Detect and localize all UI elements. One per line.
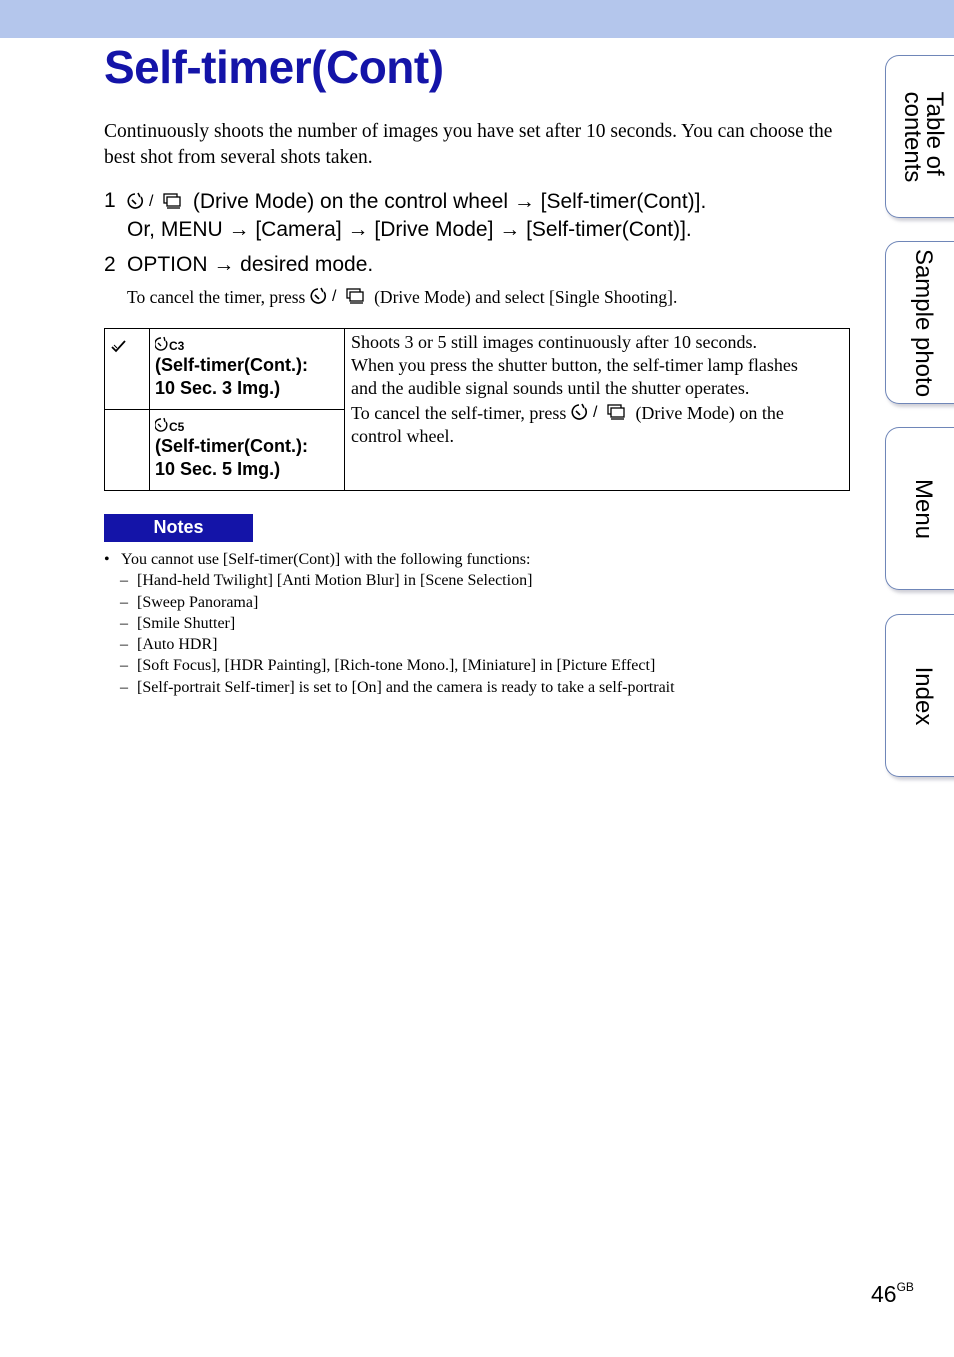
mode-label-line-2: 10 Sec. 5 Img.) [155,459,281,479]
step-2-line-1: OPTION → desired mode. [127,253,374,276]
cancel-line-2: control wheel. [351,426,454,446]
table-row [105,329,850,410]
step-1 [104,189,844,249]
step-1-line-2: Or, MENU → [Camera] → [Drive Mode] → [Self-timer(Cont)]. [127,218,692,241]
tab-label: Sample photo [910,248,937,397]
cancel-post: (Drive Mode) on the [635,403,784,423]
list-item: – [Hand-held Twilight] [Anti Motion Blur] in [Scene Selection] [120,572,533,590]
step-2 [104,253,844,281]
step-1-text: (Drive Mode) on the control wheel → [Self-timer(Cont)]. [192,190,707,213]
mode-cell [150,410,345,491]
tab-sample-photo[interactable] [885,241,954,404]
mode-label-line-1: (Self-timer(Cont.): [155,436,308,456]
mode-cell [150,329,345,410]
header-band [0,0,954,38]
notes-intro: • You cannot use [Self-timer(Cont)] with the following functions: [104,551,531,568]
tab-menu[interactable] [885,427,954,590]
svg-text:/: / [592,404,598,421]
mode-label-line-1: (Self-timer(Cont.): [155,355,308,375]
options-table [104,328,850,491]
self-timer-drive-icon [310,284,370,306]
self-timer-c3-icon [155,335,340,353]
step-2-note-pre: To cancel the timer, press [127,287,306,307]
list-item: – [Smile Shutter] [120,614,236,632]
list-item: – [Self-portrait Self-timer] is set to [On] and the camera is ready to take a self-portrait [120,678,675,696]
page-number: $46^{GB}$ [871,1280,914,1307]
step-2-note [127,284,677,308]
self-timer-c5-icon [155,416,340,434]
list-item: – [Auto HDR] [120,636,218,654]
tab-label: Menu [910,478,937,539]
default-cell [105,410,150,491]
tab-label: contents [899,91,926,182]
svg-text:C3: C3 [169,339,185,353]
svg-text:C5: C5 [169,420,185,434]
notes-heading: Notes [104,514,253,542]
description-line: Shoots 3 or 5 still images continuously after 10 seconds. [351,332,757,352]
list-item: – [Soft Focus], [HDR Painting], [Rich-tone Mono.], [Miniature] in [Picture Effect] [120,657,656,675]
page-title: Self-timer(Cont) [104,41,444,93]
cancel-pre: To cancel the self-timer, press [351,403,567,423]
tab-table-of-contents[interactable] [885,55,954,218]
svg-text:/: / [149,193,154,210]
mode-label-line-2: 10 Sec. 3 Img.) [155,378,281,398]
description-line: When you press the shutter button, the self-timer lamp flashes [351,355,798,375]
tab-label: Index [910,666,937,725]
notes-list [104,549,675,698]
svg-text:/: / [331,288,337,305]
cancel-line [351,400,843,425]
step-number: 1 [104,189,116,212]
self-timer-drive-icon [127,189,187,211]
step-2-note-post: (Drive Mode) and select [Single Shooting]. [374,287,678,307]
description-line: and the audible signal sounds until the shutter operates. [351,378,750,398]
tab-index[interactable] [885,614,954,777]
intro-paragraph: Continuously shoots the number of images you have set after 10 seconds. You can choose the best shot from several shots taken. [104,121,833,168]
default-cell [105,329,150,410]
step-number: 2 [104,253,116,276]
step-1-line-1 [127,189,706,214]
checkmark-icon [110,338,128,354]
description-cell [345,329,850,491]
page-suffix: GB [896,1280,914,1294]
list-item: – [Sweep Panorama] [120,593,259,611]
tab-label: Table of [921,91,948,176]
self-timer-drive-icon [571,400,631,422]
